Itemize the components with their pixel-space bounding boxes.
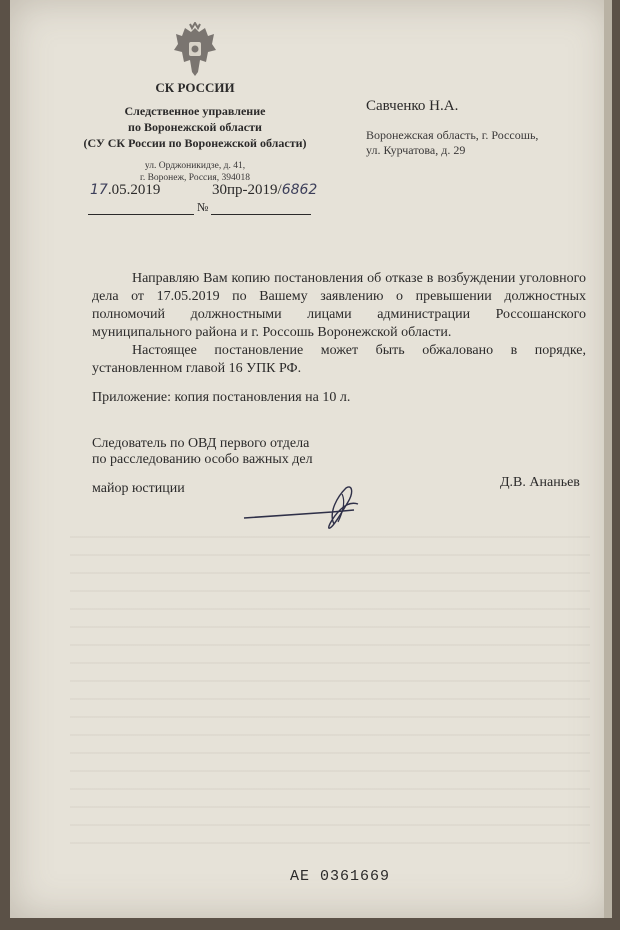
attachment-note: Приложение: копия постановления на 10 л. <box>92 390 351 405</box>
body-paragraph: Настоящее постановление может быть обжаловано в порядке, установленном главой 16 УПК РФ. <box>92 343 586 376</box>
coat-of-arms-icon <box>172 22 218 78</box>
handwritten-reg: 6862 <box>281 182 318 198</box>
blank-line <box>88 201 194 215</box>
printed-reg: 30пр-2019/ <box>212 182 282 198</box>
number-sign: № <box>197 200 209 214</box>
org-line: (СУ СК России по Воронежской области) <box>83 136 307 150</box>
org-title: СК РОССИИ <box>155 80 235 95</box>
org-address <box>110 160 280 184</box>
body-paragraph: Направляю Вам копию постановления об отказе в возбуждении уголовного дела от 17.05.2019 по Вашему заявлению о превышении должностных полномочий должностными лицами администрации Россошанского муниципального района и г. Россошь Воронежской области. <box>92 271 586 340</box>
signer-position-line: по расследованию особо важных дел <box>92 452 313 467</box>
org-line: Следственное управление <box>124 104 266 118</box>
signer-position <box>92 436 313 468</box>
printed-date: .05.2019 <box>107 182 161 198</box>
recipient-address <box>366 128 538 158</box>
signer-rank: майор юстиции <box>92 481 185 496</box>
registration-number <box>212 182 317 199</box>
address-line: г. Воронеж, Россия, 394018 <box>140 173 250 183</box>
recipient-name: Савченко Н.А. <box>366 98 459 114</box>
bleed-through-texture <box>70 520 590 850</box>
letter-date <box>90 182 160 199</box>
letter-page <box>10 0 612 918</box>
handwritten-signature-icon <box>242 482 372 532</box>
signer-position-line: Следователь по ОВД первого отдела <box>92 436 310 451</box>
page-edge <box>604 0 612 918</box>
recipient-address-line: ул. Курчатова, д. 29 <box>366 143 466 157</box>
form-serial-number: АЕ 0361669 <box>290 868 391 885</box>
handwritten-day: 17 <box>90 182 108 198</box>
org-line: по Воронежской области <box>128 120 262 134</box>
org-subtitle <box>80 103 310 151</box>
blank-line <box>211 201 311 215</box>
recipient-address-line: Воронежская область, г. Россошь, <box>366 128 539 142</box>
address-line: ул. Орджоникидзе, д. 41, <box>144 161 246 171</box>
date-number-blanks <box>88 200 311 215</box>
signer-name: Д.В. Ананьев <box>500 475 580 490</box>
letter-body <box>92 270 586 378</box>
